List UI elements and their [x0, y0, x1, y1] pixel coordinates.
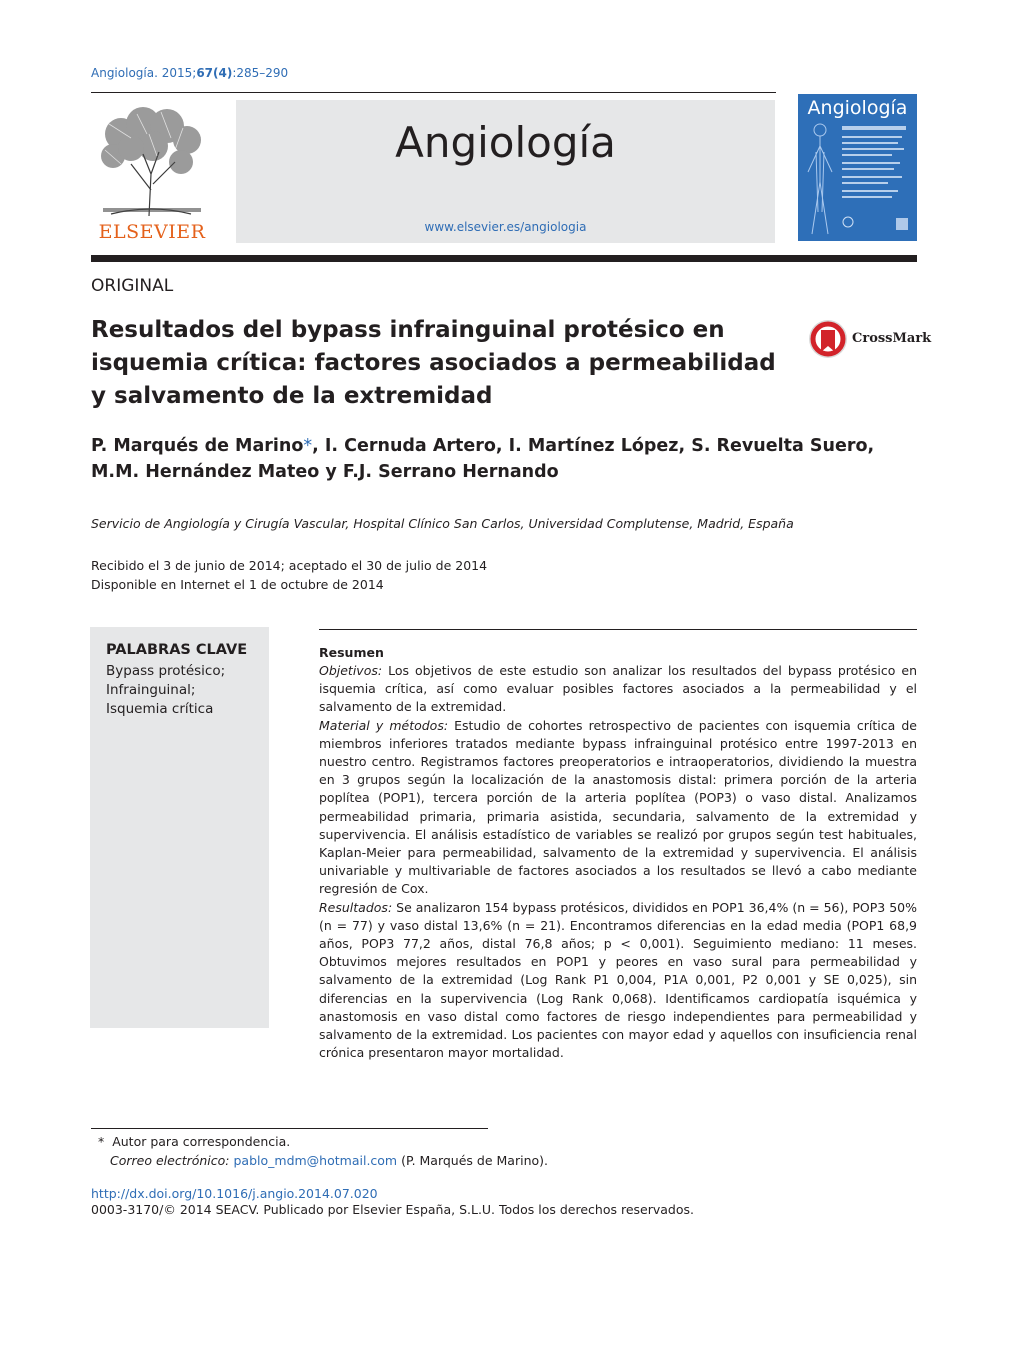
crossmark-label: CrossMark [852, 331, 932, 346]
results-label: Resultados: [319, 899, 393, 915]
corresponding-author-mark[interactable]: * [303, 436, 313, 456]
copyright-notice: 0003-3170/© 2014 SEACV. Publicado por Elsevier España, S.L.U. Todos los derechos reservados. [91, 1202, 694, 1217]
results-text: Se analizaron 154 bypass protésicos, divididos en POP1 36,4% (n = 56), POP3 50% (n = 77) y vaso distal 13,6% (n = 21). Encontramos diferencias en la edad media (POP1 68,9 años, POP3 77,2 años, distal 76,8 años; p < 0,001). Seguimiento mediano: 11 meses. Obtuvimos mejores resultados en POP1 y peores en vaso sural para permeabilidad y salvamento de la extremidad (Log Rank P1 0,004, P1A 0,001, P2 0,001 y SE 0,025), sin diferencias en la supervivencia (Log Rank 0,068). Identificamos cardiopatía isquémica y anastomosis en vaso distal como factores de riesgo independientes para permeabilidad y salvamento de la extremidad. Los pacientes con mayor edad y aquellos con insuficiencia renal crónica presentaron mayor mortalidad. [319, 899, 917, 1061]
article-dates [91, 556, 487, 594]
journal-url-link[interactable]: www.elsevier.es/angiologia [424, 220, 587, 234]
header-thick-rule [91, 255, 917, 262]
correspondence-footnote [98, 1133, 548, 1170]
abstract-heading: Resumen [319, 645, 384, 660]
abstract-body [319, 662, 917, 1062]
journal-name: Angiología [395, 118, 616, 167]
methods-text: Estudio de cohortes retrospectivo de pacientes con isquemia crítica de miembros inferiores tratados mediante bypass infrainguinal protésico entre 1997-2013 en nuestro centro. Registramos factores preoperatorios e intraoperatorios, dividiendo la muestra en 3 grupos según la localización de la anastomosis distal: primera porción de la arteria poplítea (POP1), tercera porción de la arteria poplítea (POP3) o vaso distal. Analizamos permeabilidad primaria, primaria asistida, secundaria, salvamento de la extremidad y supervivencia. El análisis estadístico de variables se realizó por grupos según test habituales, Kaplan-Meier para permeabilidad, salvamento de la extremidad y supervivencia. El análisis univariable y multivariable de factores asociados a los resultados se llevó a cabo mediante regresión de Cox. [319, 717, 917, 897]
footnote-rule [91, 1128, 488, 1129]
corresponding-author: P. Marqués de Marino [91, 436, 304, 456]
author-affiliation: Servicio de Angiología y Cirugía Vascular, Hospital Clínico San Carlos, Universidad Complutense, Madrid, España [91, 516, 794, 531]
objectives-text: Los objetivos de este estudio son analizar los resultados del bypass protésico en isquemia crítica, así como evaluar posibles factores asociados a la permeabilidad y el salvamento de la extremidad. [319, 663, 917, 715]
co-authors: , I. Cernuda Artero, I. Martínez López, S. Revuelta Suero, [312, 436, 875, 456]
authors-line-1 [91, 433, 891, 459]
cover-figure-icon [798, 122, 917, 241]
keyword-item: Bypass protésico; [106, 663, 226, 679]
keywords-heading: PALABRAS CLAVE [106, 642, 248, 658]
correspondence-line [98, 1133, 548, 1152]
email-link[interactable]: pablo_mdm@hotmail.com [233, 1152, 398, 1168]
abstract-objectives [319, 662, 917, 717]
abstract-results [319, 899, 917, 1063]
keyword-item: Isquemia crítica [106, 701, 214, 717]
journal-citation[interactable] [91, 66, 288, 80]
citation-volume: 67(4) [196, 66, 233, 80]
doi-link[interactable]: http://dx.doi.org/10.1016/j.angio.2014.07.020 [91, 1186, 378, 1201]
email-label: Correo electrónico: [110, 1152, 230, 1168]
cover-title: Angiología [807, 97, 908, 119]
journal-cover-image [798, 94, 917, 241]
citation-journal: Angiología. 2015; [91, 66, 197, 80]
header-rule [91, 92, 776, 93]
email-owner: (P. Marqués de Marino). [397, 1152, 548, 1168]
crossmark-icon [808, 318, 850, 360]
methods-label: Material y métodos: [319, 717, 449, 733]
abstract-methods [319, 717, 917, 899]
keyword-item: Infrainguinal; [106, 682, 196, 698]
received-accepted-date: Recibido el 3 de junio de 2014; aceptado el 30 de julio de 2014 [91, 558, 488, 573]
email-line [98, 1152, 548, 1171]
correspondence-label: Autor para correspondencia. [112, 1134, 291, 1149]
authors-line-2: M.M. Hernández Mateo y F.J. Serrano Hernando [91, 462, 559, 482]
crossmark-badge[interactable] [808, 318, 932, 360]
online-date: Disponible en Internet el 1 de octubre de 2014 [91, 577, 384, 592]
keywords-list [106, 662, 225, 719]
article-section-label: ORIGINAL [91, 276, 174, 296]
author-list [91, 433, 891, 485]
abstract-rule [319, 629, 917, 630]
elsevier-wordmark: ELSEVIER [98, 221, 206, 243]
citation-pages: :285–290 [232, 66, 289, 80]
article-title: Resultados del bypass infrainguinal protésico en isquemia crítica: factores asociados a permeabilidad y salvamento de la extremidad [91, 317, 776, 409]
objectives-label: Objetivos: [319, 663, 383, 678]
footnote-mark: * [98, 1134, 105, 1149]
